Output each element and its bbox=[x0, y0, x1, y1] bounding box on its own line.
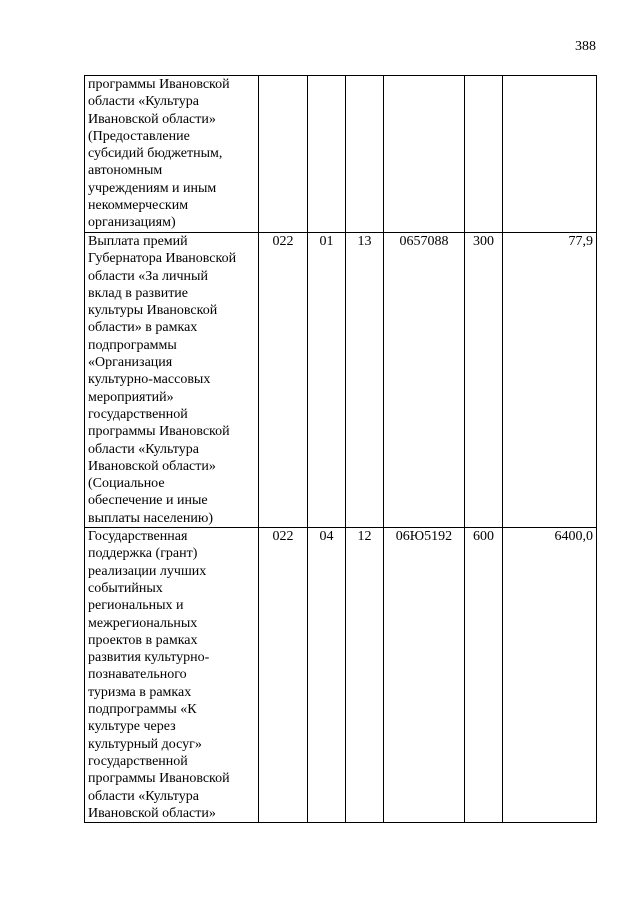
description-line: государственной bbox=[88, 406, 188, 422]
expense-type-cell bbox=[465, 76, 503, 233]
description-line: Государственная bbox=[88, 529, 188, 545]
description-line: программы Ивановской bbox=[88, 77, 230, 92]
table-row bbox=[85, 528, 597, 823]
description-line: программы Ивановской bbox=[88, 424, 230, 440]
description-line: субсидий бюджетным, bbox=[88, 146, 223, 162]
admin-code-cell: 022 bbox=[259, 528, 308, 823]
budget-table bbox=[84, 75, 597, 823]
expense-type-cell: 300 bbox=[465, 233, 503, 528]
description-line: Губернатора Ивановской bbox=[88, 251, 237, 267]
description-line: событийных bbox=[88, 580, 163, 596]
admin-code-cell: 022 bbox=[259, 233, 308, 528]
description-line: выплаты населению) bbox=[88, 510, 213, 526]
description-line: автономным bbox=[88, 163, 163, 179]
description-cell bbox=[85, 76, 259, 233]
description-line: некоммерческим bbox=[88, 198, 189, 214]
table-row bbox=[85, 233, 597, 528]
description-line: познавательного bbox=[88, 667, 187, 683]
description-line: области «За личный bbox=[88, 268, 208, 284]
description-line: области «Культура bbox=[88, 441, 199, 457]
description-line: вклад в развитие bbox=[88, 285, 189, 301]
description-line: культуры Ивановской bbox=[88, 303, 218, 319]
section-cell bbox=[308, 76, 346, 233]
description-line: организациям) bbox=[88, 215, 176, 231]
description-line: обеспечение и иные bbox=[88, 493, 208, 509]
description-line: области «Культура bbox=[88, 788, 199, 804]
description-cell bbox=[85, 528, 259, 823]
description-line: культуре через bbox=[88, 719, 176, 735]
description-line: туризма в рамках bbox=[88, 684, 192, 700]
description-line: межрегиональных bbox=[88, 615, 198, 631]
section-cell: 04 bbox=[308, 528, 346, 823]
description-line: (Социальное bbox=[88, 476, 165, 492]
description-line: культурный досуг» bbox=[88, 736, 202, 752]
description-line: области» в рамках bbox=[88, 320, 198, 336]
description-line: культурно-массовых bbox=[88, 372, 211, 388]
description-line: «Организация bbox=[88, 355, 173, 371]
expense-type-cell: 600 bbox=[465, 528, 503, 823]
subsection-cell: 12 bbox=[346, 528, 384, 823]
description-cell bbox=[85, 233, 259, 528]
description-line: подпрограммы «К bbox=[88, 702, 197, 718]
description-line: подпрограммы bbox=[88, 337, 177, 353]
description-line: области «Культура bbox=[88, 94, 199, 110]
admin-code-cell bbox=[259, 76, 308, 233]
description-line: учреждениям и иным bbox=[88, 180, 217, 196]
description-line: программы Ивановской bbox=[88, 771, 230, 787]
description-line: Выплата премий bbox=[88, 234, 188, 249]
description-line: реализации лучших bbox=[88, 563, 207, 579]
description-line: Ивановской области» bbox=[88, 805, 216, 821]
description-line: региональных и bbox=[88, 598, 184, 614]
target-article-cell: 06Ю5192 bbox=[384, 528, 465, 823]
description-line: Ивановской области» bbox=[88, 458, 216, 474]
amount-cell: 77,9 bbox=[503, 233, 597, 528]
description-line: государственной bbox=[88, 753, 188, 769]
target-article-cell bbox=[384, 76, 465, 233]
subsection-cell bbox=[346, 76, 384, 233]
description-line: развития культурно- bbox=[88, 650, 210, 666]
description-line: мероприятий» bbox=[88, 389, 174, 405]
description-line: (Предоставление bbox=[88, 128, 190, 144]
amount-cell bbox=[503, 76, 597, 233]
description-line: поддержка (грант) bbox=[88, 546, 198, 562]
target-article-cell: 0657088 bbox=[384, 233, 465, 528]
table-row bbox=[85, 76, 597, 233]
amount-cell: 6400,0 bbox=[503, 528, 597, 823]
section-cell: 01 bbox=[308, 233, 346, 528]
description-line: проектов в рамках bbox=[88, 632, 198, 648]
page-number: 388 bbox=[575, 39, 596, 54]
description-line: Ивановской области» bbox=[88, 111, 216, 127]
subsection-cell: 13 bbox=[346, 233, 384, 528]
